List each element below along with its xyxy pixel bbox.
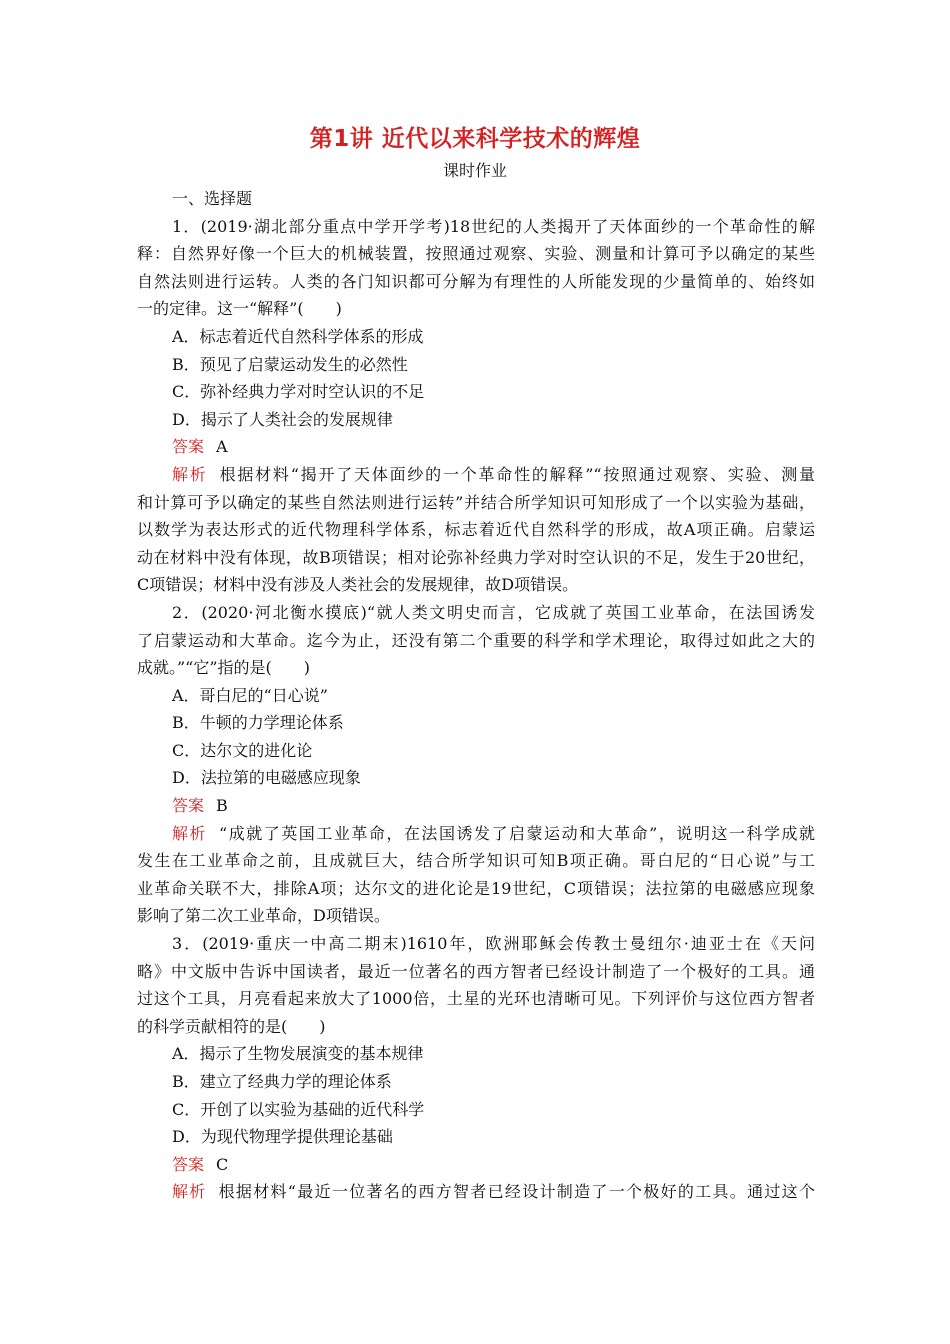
analysis-label: 解析 bbox=[172, 464, 208, 484]
question-1-analysis-line bbox=[137, 461, 815, 489]
question-3-stem-line: 略》中文版中告诉中国读者，最近一位著名的西方智者已经设计制造了一个极好的工具。通 bbox=[137, 961, 815, 981]
question-2-option-b: B．牛顿的力学理论体系 bbox=[172, 713, 344, 733]
question-2-option-a: A．哥白尼的“日心说” bbox=[172, 685, 328, 705]
document-body bbox=[137, 185, 815, 1206]
question-1-stem-line: 释：自然界好像一个巨大的机械装置，按照通过观察、实验、测量和计算可予以确定的某些 bbox=[137, 244, 815, 264]
question-1-option-d: D．揭示了人类社会的发展规律 bbox=[172, 409, 393, 429]
question-3-stem-line: 过这个工具，月亮看起来放大了1000倍，土星的光环也清晰可见。下列评价与这位西方智者 bbox=[137, 989, 815, 1009]
question-1-analysis-line: 以数学为表达形式的近代物理科学体系，标志着近代自然科学的形成，故A项正确。启蒙运 bbox=[137, 520, 815, 540]
question-2-analysis-line: 发生在工业革命之前，且成就巨大，结合所学知识可知B项正确。哥白尼的“日心说”与工 bbox=[137, 851, 815, 871]
question-1-stem-line: 自然法则进行运转。人类的各门知识都可分解为有理性的人所能发现的少量简单的、始终如 bbox=[137, 271, 815, 291]
answer-value: C bbox=[216, 1154, 229, 1174]
question-3-stem-line: 的科学贡献相符的是( ) bbox=[137, 1016, 326, 1036]
question-1-analysis-line: 和计算可予以确定的某些自然法则进行运转”并结合所学知识可知形成了一个以实验为基础， bbox=[137, 492, 815, 512]
question-2-stem-line: 成就。”“它”指的是( ) bbox=[137, 658, 311, 678]
question-2-option-c: C．达尔文的进化论 bbox=[172, 740, 313, 760]
analysis-text: 根据材料“最近一位著名的西方智者已经设计制造了一个极好的工具。通过这个 bbox=[218, 1182, 815, 1202]
question-3-option-b: B．建立了经典力学的理论体系 bbox=[172, 1072, 392, 1091]
question-1-option-c: C．弥补经典力学对时空认识的不足 bbox=[172, 382, 425, 402]
page-title: 第1讲 近代以来科学技术的辉煌 bbox=[309, 126, 641, 152]
question-1-analysis-line: C项错误；材料中没有涉及人类社会的发展规律，故D项错误。 bbox=[137, 575, 579, 595]
question-2-answer bbox=[137, 792, 815, 820]
analysis-text: “成就了英国工业革命，在法国诱发了启蒙运动和大革命”，说明这一科学成就 bbox=[219, 823, 815, 843]
page-subtitle: 课时作业 bbox=[442, 161, 507, 180]
answer-value: A bbox=[216, 437, 228, 457]
answer-label: 答案 bbox=[172, 796, 205, 816]
question-2-analysis-line: 业革命关联不大，排除A项；达尔文的进化论是19世纪，C项错误；法拉第的电磁感应现象 bbox=[137, 878, 815, 898]
question-1-analysis-line: 动在材料中没有体现，故B项错误；相对论弥补经典力学对时空认识的不足，发生于20世纪， bbox=[137, 547, 815, 567]
question-3-answer bbox=[137, 1151, 815, 1179]
analysis-label: 解析 bbox=[172, 1182, 207, 1202]
answer-label: 答案 bbox=[172, 437, 205, 457]
question-2-stem-line: 2．(2020·河北衡水摸底)“就人类文明史而言，它成就了英国工业革命，在法国诱发 bbox=[172, 602, 815, 622]
analysis-label: 解析 bbox=[172, 823, 208, 843]
question-1-stem-line: 1．(2019·湖北部分重点中学开学考)18世纪的人类揭开了天体面纱的一个革命性的解 bbox=[172, 216, 815, 236]
question-1-answer bbox=[137, 433, 815, 461]
analysis-text: 根据材料“揭开了天体面纱的一个革命性的解释”“按照通过观察、实验、测量 bbox=[219, 464, 815, 484]
question-2-option-d: D．法拉第的电磁感应现象 bbox=[172, 768, 361, 788]
section-heading: 一、选择题 bbox=[172, 189, 253, 208]
question-2-analysis-line: 影响了第二次工业革命，D项错误。 bbox=[137, 906, 390, 926]
question-2-stem-line: 了启蒙运动和大革命。迄今为止，还没有第二个重要的科学和学术理论，取得过如此之大的 bbox=[137, 630, 815, 650]
question-3-analysis-line bbox=[137, 1178, 815, 1206]
question-2-analysis-line bbox=[137, 820, 815, 848]
question-3-option-c: C．开创了以实验为基础的近代科学 bbox=[172, 1099, 425, 1119]
question-1-stem-line: 一的定律。这一“解释”( ) bbox=[137, 299, 342, 319]
question-3-option-d: D．为现代物理学提供理论基础 bbox=[172, 1127, 393, 1147]
question-3-option-a: A．揭示了生物发展演变的基本规律 bbox=[172, 1044, 424, 1064]
answer-value: B bbox=[216, 796, 228, 816]
question-1-option-a: A．标志着近代自然科学体系的形成 bbox=[172, 326, 424, 346]
question-1-option-b: B．预见了启蒙运动发生的必然性 bbox=[172, 354, 408, 374]
question-3-stem-line: 3．(2019·重庆一中高二期末)1610年，欧洲耶稣会传教士曼纽尔·迪亚士在《天问 bbox=[172, 934, 815, 954]
answer-label: 答案 bbox=[172, 1154, 205, 1174]
